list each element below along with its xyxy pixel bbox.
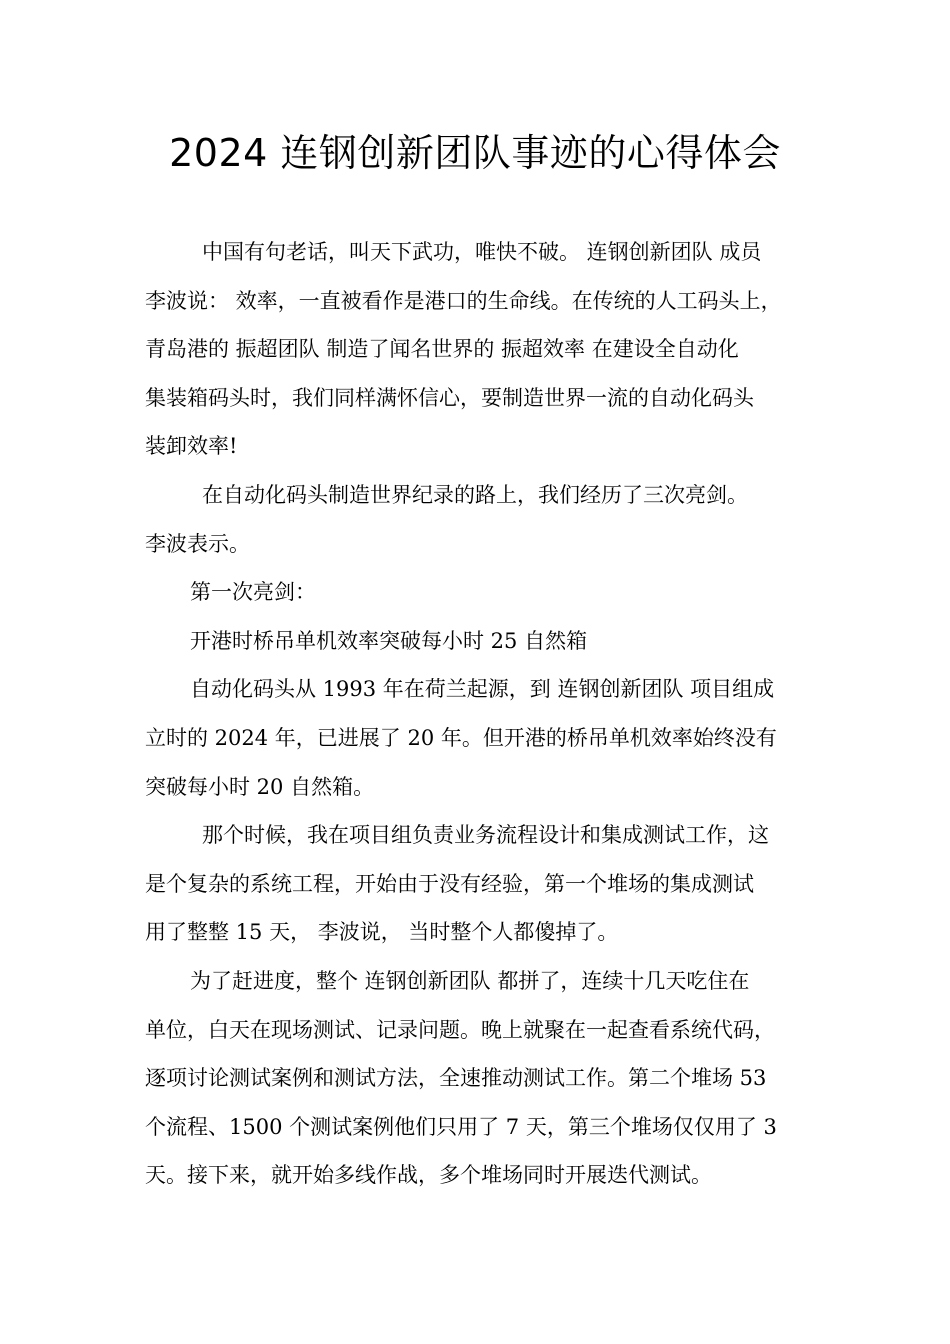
paragraph-line: 中国有句老话，叫天下武功，唯快不破。 连钢创新团队 成员	[202, 240, 762, 264]
paragraph-line: 第一次亮剑：	[190, 580, 316, 605]
paragraph-line: 是个复杂的系统工程，开始由于没有经验，第一个堆场的集成测试	[145, 871, 754, 896]
paragraph-line: 在自动化码头制造世界纪录的路上，我们经历了三次亮剑。	[202, 482, 748, 507]
paragraph-line: 单位，白天在现场测试、记录问题。晚上就聚在一起查看系统代码，	[145, 1017, 775, 1042]
paragraph-line: 青岛港的 振超团队 制造了闻名世界的 振超效率 在建设全自动化	[145, 337, 739, 362]
paragraph-line: 自动化码头从 1993 年在荷兰起源，到 连钢创新团队 项目组成	[190, 677, 775, 702]
paragraph-line: 逐项讨论测试案例和测试方法，全速推动测试工作。第二个堆场 53	[145, 1066, 767, 1091]
paragraph-line: 天。接下来，就开始多线作战，多个堆场同时开展迭代测试。	[145, 1163, 712, 1188]
paragraph-line: 突破每小时 20 自然箱。	[145, 774, 375, 799]
paragraph-line: 李波表示。	[145, 531, 250, 556]
document-title: 2024 连钢创新团队事迹的心得体会	[169, 131, 781, 175]
paragraph-line: 李波说： 效率，一直被看作是港口的生命线。在传统的人工码头上，	[145, 288, 782, 313]
paragraph-line: 为了赶进度，整个 连钢创新团队 都拼了，连续十几天吃住在	[190, 968, 750, 993]
paragraph-line: 立时的 2024 年，已进展了 20 年。但开港的桥吊单机效率始终没有	[145, 725, 777, 750]
paragraph-line: 集装箱码头时，我们同样满怀信心，要制造世界一流的自动化码头	[145, 385, 754, 410]
paragraph-line: 装卸效率!	[145, 434, 238, 459]
paragraph-line: 开港时桥吊单机效率突破每小时 25 自然箱	[190, 628, 588, 653]
paragraph-line: 那个时候，我在项目组负责业务流程设计和集成测试工作，这	[202, 823, 769, 848]
document-body	[145, 228, 815, 1200]
paragraph-line: 个流程、1500 个测试案例他们只用了 7 天，第三个堆场仅仅用了 3	[145, 1114, 777, 1139]
paragraph-line: 用了整整 15 天， 李波说， 当时整个人都傻掉了。	[145, 920, 619, 945]
